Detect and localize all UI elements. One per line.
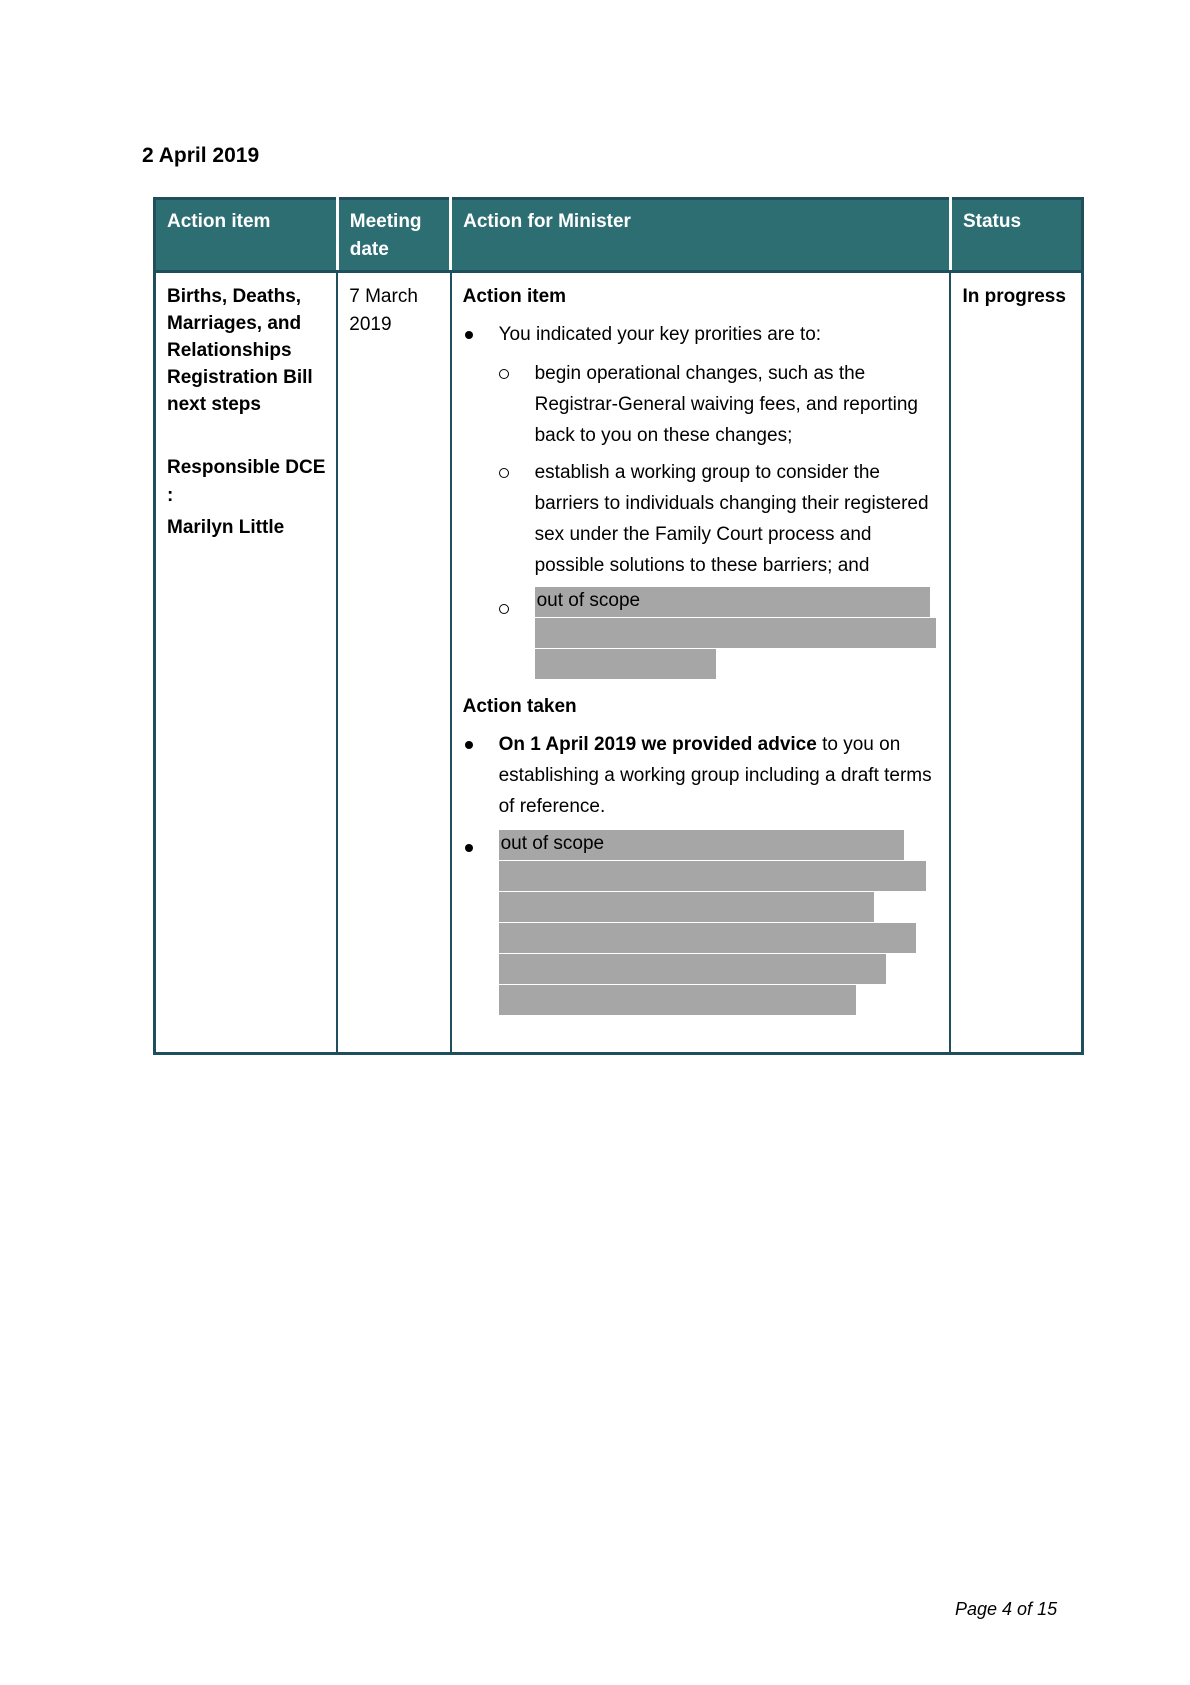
circle-bullet-icon <box>499 604 509 614</box>
redaction-bar <box>499 923 916 953</box>
cell-meeting-date <box>337 272 450 1054</box>
responsible-dce-label: Responsible DCE : <box>167 457 326 506</box>
table-row <box>155 272 1083 1054</box>
priority-text: begin operational changes, such as the Registrar-General waiving fees, and reporting back to you on these changes; <box>534 363 918 446</box>
meeting-date-value: 7 March 2019 <box>349 286 418 335</box>
list-item <box>499 358 940 451</box>
cell-status <box>950 272 1082 1054</box>
list-item <box>463 830 940 1015</box>
action-item-list <box>463 319 940 679</box>
page-number-footer: Page 4 of 15 <box>955 1599 1058 1619</box>
responsible-dce-name: Marilyn Little <box>167 517 285 538</box>
list-item <box>463 319 940 679</box>
priority-text: establish a working group to consider the barriers to individuals changing their registered sex under the Family Court process and possible solutions to these barriers; and <box>534 462 929 576</box>
redaction-bar <box>499 861 926 891</box>
redaction-bar-label: out of scope <box>499 830 904 860</box>
page-date-heading: 2 April 2019 <box>142 144 260 167</box>
circle-bullet-icon <box>499 468 509 478</box>
action-taken-heading: Action taken <box>462 696 577 717</box>
action-taken-list <box>463 729 940 1015</box>
priorities-sublist <box>499 358 940 679</box>
redaction-bar-label: out of scope <box>535 587 930 617</box>
header-action-item: Action item <box>155 199 338 272</box>
action-item-heading: Action item <box>462 286 567 307</box>
priorities-intro: You indicated your key prorities are to: <box>498 324 822 345</box>
cell-action-item <box>155 272 338 1054</box>
bullet-icon <box>465 331 473 339</box>
action-taken-text: to you on establishing a working group including a draft terms of reference. <box>498 734 932 817</box>
header-action-for-minister: Action for Minister <box>451 199 951 272</box>
action-taken-bold-text: On 1 April 2019 we provided advice <box>498 734 817 755</box>
bullet-icon <box>465 741 473 749</box>
redaction-bar <box>499 954 886 984</box>
list-item <box>463 729 940 822</box>
list-item <box>499 457 940 581</box>
bullet-icon <box>465 844 473 852</box>
table-header-row <box>155 199 1083 272</box>
header-status: Status <box>950 199 1082 272</box>
status-value: In progress <box>962 286 1066 307</box>
redaction-bar <box>535 618 936 648</box>
action-items-table <box>153 197 1084 1055</box>
action-item-title: Births, Deaths, Marriages, and Relationships Registration Bill next steps <box>167 286 313 415</box>
header-meeting-date: Meeting date <box>337 199 450 272</box>
redaction-bar <box>535 649 716 679</box>
cell-action-for-minister <box>451 272 951 1054</box>
circle-bullet-icon <box>499 369 509 379</box>
list-item <box>499 587 940 679</box>
redaction-bar <box>499 985 856 1015</box>
redacted-block <box>499 830 940 1015</box>
redacted-block <box>535 587 940 679</box>
redaction-bar <box>499 892 874 922</box>
